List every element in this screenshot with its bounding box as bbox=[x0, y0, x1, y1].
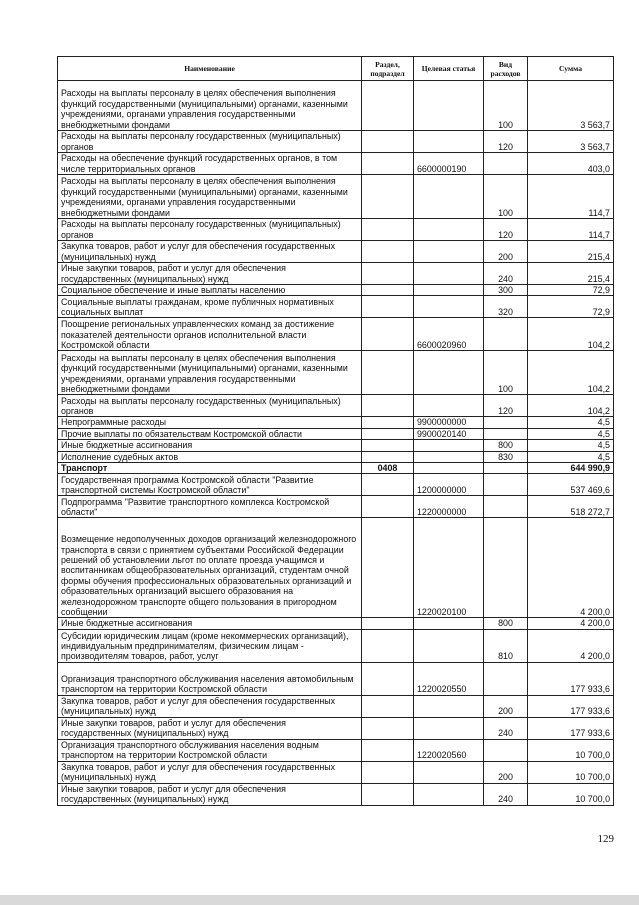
row-target bbox=[414, 451, 484, 462]
row-target bbox=[414, 717, 484, 739]
row-sum: 4 200,0 bbox=[528, 518, 614, 618]
row-section bbox=[362, 131, 414, 153]
row-sum: 114,7 bbox=[528, 219, 614, 241]
table-row bbox=[58, 518, 614, 618]
row-section bbox=[362, 428, 414, 439]
row-sum: 4,5 bbox=[528, 451, 614, 462]
row-sum: 3 563,7 bbox=[528, 81, 614, 131]
row-name: Расходы на выплаты персоналу в целях обеспечения выполнения функций государственными (муниципальными) органами, казенными учреждениями, органами управления государственными внебюджетными фондами bbox=[58, 351, 362, 395]
row-section bbox=[362, 440, 414, 451]
row-target bbox=[414, 285, 484, 296]
row-type: 240 bbox=[484, 783, 528, 805]
header-name: Наименование bbox=[58, 57, 362, 81]
row-type bbox=[484, 153, 528, 175]
bottom-strip bbox=[0, 895, 639, 905]
row-section bbox=[362, 153, 414, 175]
row-sum: 177 933,6 bbox=[528, 662, 614, 695]
row-target bbox=[414, 629, 484, 662]
row-sum: 104,2 bbox=[528, 351, 614, 395]
row-type: 100 bbox=[484, 175, 528, 219]
row-name: Транспорт bbox=[58, 463, 362, 474]
row-type bbox=[484, 518, 528, 618]
row-target bbox=[414, 175, 484, 219]
table-header-row bbox=[58, 57, 614, 81]
table-row bbox=[58, 81, 614, 131]
row-type: 810 bbox=[484, 629, 528, 662]
row-sum: 3 563,7 bbox=[528, 131, 614, 153]
table-row bbox=[58, 496, 614, 518]
row-name: Иные закупки товаров, работ и услуг для обеспечения государственных (муниципальных) нужд bbox=[58, 717, 362, 739]
row-target: 1220020550 bbox=[414, 662, 484, 695]
table-row bbox=[58, 739, 614, 761]
row-type bbox=[484, 318, 528, 351]
row-section bbox=[362, 175, 414, 219]
row-type: 120 bbox=[484, 395, 528, 417]
table-row bbox=[58, 395, 614, 417]
row-name: Государственная программа Костромской области "Развитие транспортной системы Костромской области" bbox=[58, 474, 362, 496]
table-row bbox=[58, 717, 614, 739]
row-name: Подпрограмма "Развитие транспортного комплекса Костромской области" bbox=[58, 496, 362, 518]
row-sum: 4 200,0 bbox=[528, 629, 614, 662]
row-target: 1220020560 bbox=[414, 739, 484, 761]
row-target bbox=[414, 219, 484, 241]
row-type bbox=[484, 474, 528, 496]
table-row bbox=[58, 318, 614, 351]
row-name: Расходы на выплаты персоналу государственных (муниципальных) органов bbox=[58, 395, 362, 417]
row-name: Социальное обеспечение и иные выплаты населению bbox=[58, 285, 362, 296]
table-row bbox=[58, 285, 614, 296]
row-name: Организация транспортного обслуживания населения автомобильным транспортом на территории Костромской области bbox=[58, 662, 362, 695]
row-name: Иные закупки товаров, работ и услуг для обеспечения государственных (муниципальных) нужд bbox=[58, 263, 362, 285]
row-type: 100 bbox=[484, 81, 528, 131]
table-row bbox=[58, 175, 614, 219]
row-type: 120 bbox=[484, 219, 528, 241]
row-target: 9900020140 bbox=[414, 428, 484, 439]
row-name: Расходы на выплаты персоналу государственных (муниципальных) органов bbox=[58, 131, 362, 153]
row-section bbox=[362, 739, 414, 761]
row-type: 100 bbox=[484, 351, 528, 395]
row-type: 320 bbox=[484, 296, 528, 318]
table-row bbox=[58, 761, 614, 783]
row-sum: 4,5 bbox=[528, 417, 614, 428]
row-sum: 4,5 bbox=[528, 440, 614, 451]
table-row bbox=[58, 241, 614, 263]
table-row bbox=[58, 296, 614, 318]
row-name: Расходы на выплаты персоналу в целях обеспечения выполнения функций государственными (муниципальными) органами, казенными учреждениями, органами управления государственными внебюджетными фондами bbox=[58, 175, 362, 219]
row-section bbox=[362, 783, 414, 805]
row-section bbox=[362, 395, 414, 417]
row-section bbox=[362, 263, 414, 285]
row-name: Исполнение судебных актов bbox=[58, 451, 362, 462]
row-type bbox=[484, 662, 528, 695]
row-section bbox=[362, 296, 414, 318]
row-target bbox=[414, 695, 484, 717]
table-row bbox=[58, 263, 614, 285]
row-name: Непрограммные расходы bbox=[58, 417, 362, 428]
row-type bbox=[484, 428, 528, 439]
row-target bbox=[414, 241, 484, 263]
row-section bbox=[362, 518, 414, 618]
row-name: Возмещение недополученных доходов организаций железнодорожного транспорта в связи с принятием субъектами Российской Федерации решений об установлении льгот по оплате проезда учащимся и воспитанникам общеобразовательных организаций, студентам очной формы обучения профессиональных образовательных организаций и образовательных организаций высшего образования на железнодорожном транспорте общего пользования в пригородном сообщении bbox=[58, 518, 362, 618]
row-sum: 72,9 bbox=[528, 296, 614, 318]
row-target: 9900000000 bbox=[414, 417, 484, 428]
row-sum: 215,4 bbox=[528, 241, 614, 263]
row-sum: 104,2 bbox=[528, 318, 614, 351]
row-sum: 215,4 bbox=[528, 263, 614, 285]
row-type bbox=[484, 417, 528, 428]
table-row bbox=[58, 474, 614, 496]
row-type: 240 bbox=[484, 717, 528, 739]
row-target bbox=[414, 81, 484, 131]
row-target bbox=[414, 783, 484, 805]
row-type: 200 bbox=[484, 761, 528, 783]
row-name: Расходы на выплаты персоналу государственных (муниципальных) органов bbox=[58, 219, 362, 241]
row-name: Иные бюджетные ассигнования bbox=[58, 440, 362, 451]
table-row bbox=[58, 618, 614, 629]
row-target bbox=[414, 761, 484, 783]
row-type: 200 bbox=[484, 241, 528, 263]
row-section bbox=[362, 662, 414, 695]
table-row bbox=[58, 219, 614, 241]
row-sum: 177 933,6 bbox=[528, 695, 614, 717]
table-row bbox=[58, 417, 614, 428]
row-target bbox=[414, 395, 484, 417]
row-name: Закупка товаров, работ и услуг для обеспечения государственных (муниципальных) нужд bbox=[58, 695, 362, 717]
row-sum: 10 700,0 bbox=[528, 739, 614, 761]
row-section bbox=[362, 618, 414, 629]
row-name: Субсидии юридическим лицам (кроме некоммерческих организаций), индивидуальным предпринимателям, физическим лицам - производителям товаров, работ, услуг bbox=[58, 629, 362, 662]
row-type bbox=[484, 739, 528, 761]
row-section bbox=[362, 451, 414, 462]
row-sum: 4,5 bbox=[528, 428, 614, 439]
header-type: Вид расходов bbox=[484, 57, 528, 81]
row-type: 120 bbox=[484, 131, 528, 153]
row-name: Расходы на обеспечение функций государственных органов, в том числе территориальных органов bbox=[58, 153, 362, 175]
row-section bbox=[362, 474, 414, 496]
row-section bbox=[362, 761, 414, 783]
row-sum: 177 933,6 bbox=[528, 717, 614, 739]
row-name: Социальные выплаты гражданам, кроме публичных нормативных социальных выплат bbox=[58, 296, 362, 318]
row-section bbox=[362, 219, 414, 241]
row-name: Закупка товаров, работ и услуг для обеспечения государственных (муниципальных) нужд bbox=[58, 241, 362, 263]
table-row bbox=[58, 153, 614, 175]
row-name: Организация транспортного обслуживания населения водным транспортом на территории Костромской области bbox=[58, 739, 362, 761]
header-target: Целевая статья bbox=[414, 57, 484, 81]
row-sum: 10 700,0 bbox=[528, 761, 614, 783]
row-target: 1220020100 bbox=[414, 518, 484, 618]
row-section bbox=[362, 318, 414, 351]
row-target bbox=[414, 463, 484, 474]
row-sum: 72,9 bbox=[528, 285, 614, 296]
row-sum: 114,7 bbox=[528, 175, 614, 219]
row-type: 300 bbox=[484, 285, 528, 296]
row-section bbox=[362, 629, 414, 662]
table-row bbox=[58, 351, 614, 395]
row-type: 830 bbox=[484, 451, 528, 462]
row-type: 200 bbox=[484, 695, 528, 717]
row-sum: 10 700,0 bbox=[528, 783, 614, 805]
row-sum: 644 990,9 bbox=[528, 463, 614, 474]
table-row bbox=[58, 629, 614, 662]
row-target bbox=[414, 440, 484, 451]
row-target bbox=[414, 351, 484, 395]
row-sum: 537 469,6 bbox=[528, 474, 614, 496]
row-section: 0408 bbox=[362, 463, 414, 474]
row-name: Закупка товаров, работ и услуг для обеспечения государственных (муниципальных) нужд bbox=[58, 761, 362, 783]
row-type: 800 bbox=[484, 618, 528, 629]
row-section bbox=[362, 241, 414, 263]
row-type bbox=[484, 463, 528, 474]
row-section bbox=[362, 417, 414, 428]
header-sum: Сумма bbox=[528, 57, 614, 81]
row-section bbox=[362, 351, 414, 395]
row-section bbox=[362, 81, 414, 131]
table-row bbox=[58, 463, 614, 474]
row-target: 1220000000 bbox=[414, 496, 484, 518]
row-name: Иные бюджетные ассигнования bbox=[58, 618, 362, 629]
row-name: Прочие выплаты по обязательствам Костромской области bbox=[58, 428, 362, 439]
table-row bbox=[58, 783, 614, 805]
table-row bbox=[58, 440, 614, 451]
row-section bbox=[362, 496, 414, 518]
row-target: 6600000190 bbox=[414, 153, 484, 175]
row-target bbox=[414, 263, 484, 285]
row-sum: 4 200,0 bbox=[528, 618, 614, 629]
row-section bbox=[362, 717, 414, 739]
row-section bbox=[362, 695, 414, 717]
row-name: Расходы на выплаты персоналу в целях обеспечения выполнения функций государственными (муниципальными) органами, казенными учреждениями, органами управления государственными внебюджетными фондами bbox=[58, 81, 362, 131]
row-name: Поощрение региональных управленческих команд за достижение показателей деятельности органов исполнительной власти Костромской области bbox=[58, 318, 362, 351]
table-row bbox=[58, 451, 614, 462]
row-sum: 104,2 bbox=[528, 395, 614, 417]
row-section bbox=[362, 285, 414, 296]
page-number: 129 bbox=[597, 833, 614, 845]
budget-table bbox=[57, 56, 614, 806]
row-target: 6600020960 bbox=[414, 318, 484, 351]
row-name: Иные закупки товаров, работ и услуг для обеспечения государственных (муниципальных) нужд bbox=[58, 783, 362, 805]
header-section: Раздел, подраздел bbox=[362, 57, 414, 81]
row-type bbox=[484, 496, 528, 518]
table-row bbox=[58, 695, 614, 717]
row-sum: 518 272,7 bbox=[528, 496, 614, 518]
table-row bbox=[58, 428, 614, 439]
row-target bbox=[414, 296, 484, 318]
row-target bbox=[414, 618, 484, 629]
row-target bbox=[414, 131, 484, 153]
row-target: 1200000000 bbox=[414, 474, 484, 496]
row-sum: 403,0 bbox=[528, 153, 614, 175]
table-row bbox=[58, 131, 614, 153]
row-type: 800 bbox=[484, 440, 528, 451]
row-type: 240 bbox=[484, 263, 528, 285]
table-row bbox=[58, 662, 614, 695]
